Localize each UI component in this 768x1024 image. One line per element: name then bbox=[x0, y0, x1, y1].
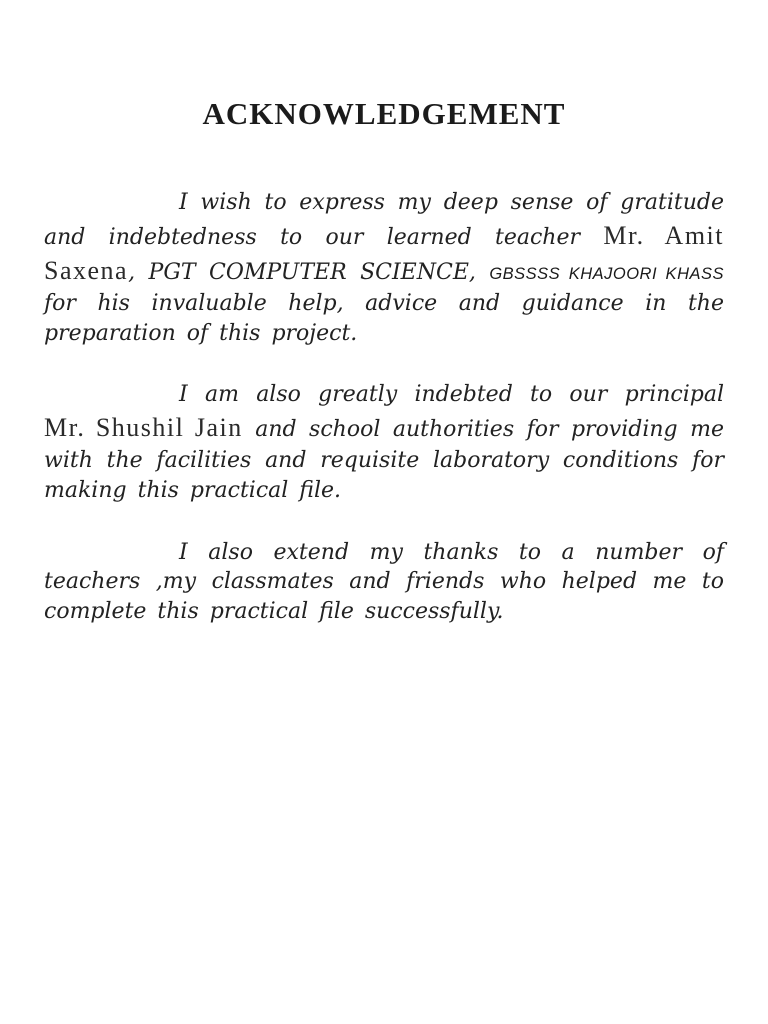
teacher-name: Mr. Amit Saxena bbox=[44, 220, 724, 286]
para2-segment-1: I am also greatly indebted to our principal bbox=[179, 382, 724, 408]
para1-segment-1: I wish to express my deep sense of gratitude and indebtedness to our learned teacher bbox=[44, 190, 724, 250]
para2-segment-2: and school authorities for providing me with the facilities and requisite laboratory conditions for making this practical file. bbox=[44, 417, 725, 503]
principal-name: Mr. Shushil Jain bbox=[44, 413, 243, 443]
paragraph-2 bbox=[44, 380, 724, 505]
paragraph-3 bbox=[44, 538, 724, 628]
para1-segment-3: for his invaluable help, advice and guidance in the preparation of this project. bbox=[44, 290, 724, 346]
school-name: GBSSSS KHAJOORI KHASS bbox=[489, 265, 724, 284]
para1-segment-2: , PGT COMPUTER SCIENCE, bbox=[128, 260, 476, 286]
page-title: ACKNOWLEDGEMENT bbox=[202, 96, 566, 131]
para3-segment-1: I also extend my thanks to a number of teachers ,my classmates and friends who helped me to complete this practical file successfully. bbox=[44, 539, 724, 625]
paragraph-1 bbox=[44, 188, 724, 348]
